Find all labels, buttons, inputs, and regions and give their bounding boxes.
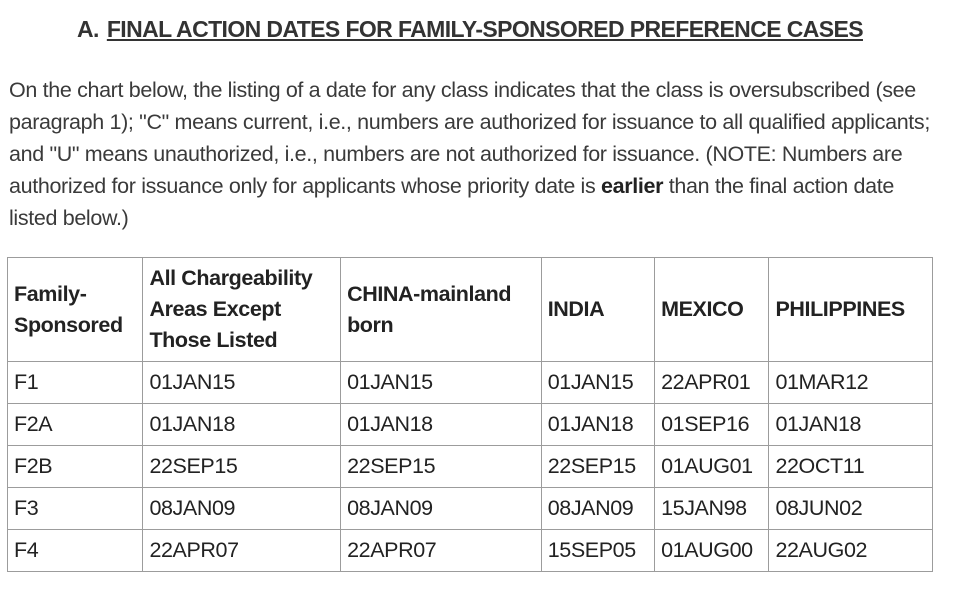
header-all-chargeability: All Chargeability Areas Except Those Listed [143, 258, 341, 362]
table-row [8, 446, 933, 488]
cell-mexico: 01AUG00 [655, 530, 769, 572]
intro-text-end: than the final action date listed below.) [9, 174, 894, 230]
table-row [8, 404, 933, 446]
cell-india: 15SEP05 [541, 530, 654, 572]
cell-philippines: 01MAR12 [769, 362, 933, 404]
row-category: F1 [8, 362, 143, 404]
header-china: CHINA-mainland born [341, 258, 542, 362]
cell-china: 08JAN09 [341, 488, 542, 530]
cell-philippines: 08JUN02 [769, 488, 933, 530]
section-letter: A. [77, 16, 99, 42]
cell-philippines: 01JAN18 [769, 404, 933, 446]
cell-china: 01JAN18 [341, 404, 542, 446]
cell-all-chargeability: 22SEP15 [143, 446, 341, 488]
intro-paragraph [9, 74, 934, 234]
cell-india: 01JAN15 [541, 362, 654, 404]
cell-mexico: 01SEP16 [655, 404, 769, 446]
cell-china: 22APR07 [341, 530, 542, 572]
cell-mexico: 01AUG01 [655, 446, 769, 488]
table-row [8, 488, 933, 530]
final-action-dates-table [7, 257, 933, 572]
cell-india: 08JAN09 [541, 488, 654, 530]
cell-all-chargeability: 08JAN09 [143, 488, 341, 530]
header-india: INDIA [541, 258, 654, 362]
cell-mexico: 15JAN98 [655, 488, 769, 530]
cell-mexico: 22APR01 [655, 362, 769, 404]
intro-text-start: On the chart below, the listing of a date for any class indicates that the class is oversubscribed (see paragraph 1); "C" means current, i.e., numbers are authorized for issuance to all qualified applicants; and "U" means unauthorized, i.e., numbers are not authorized for issuance. (NOTE: Numbers are authorized for issuance only for applicants whose priority date is [9, 78, 930, 198]
header-mexico: MEXICO [655, 258, 769, 362]
header-family-sponsored: Family-Sponsored [8, 258, 143, 362]
cell-philippines: 22OCT11 [769, 446, 933, 488]
row-category: F3 [8, 488, 143, 530]
intro-bold-word: earlier [601, 174, 664, 198]
table-row [8, 530, 933, 572]
cell-india: 22SEP15 [541, 446, 654, 488]
cell-philippines: 22AUG02 [769, 530, 933, 572]
cell-all-chargeability: 01JAN18 [143, 404, 341, 446]
cell-india: 01JAN18 [541, 404, 654, 446]
table-row [8, 362, 933, 404]
cell-china: 01JAN15 [341, 362, 542, 404]
cell-china: 22SEP15 [341, 446, 542, 488]
row-category: F2B [8, 446, 143, 488]
section-heading [0, 16, 940, 43]
cell-all-chargeability: 22APR07 [143, 530, 341, 572]
table-header-row [8, 258, 933, 362]
cell-all-chargeability: 01JAN15 [143, 362, 341, 404]
row-category: F4 [8, 530, 143, 572]
row-category: F2A [8, 404, 143, 446]
section-title: FINAL ACTION DATES FOR FAMILY-SPONSORED PREFERENCE CASES [106, 16, 863, 42]
header-philippines: PHILIPPINES [769, 258, 933, 362]
